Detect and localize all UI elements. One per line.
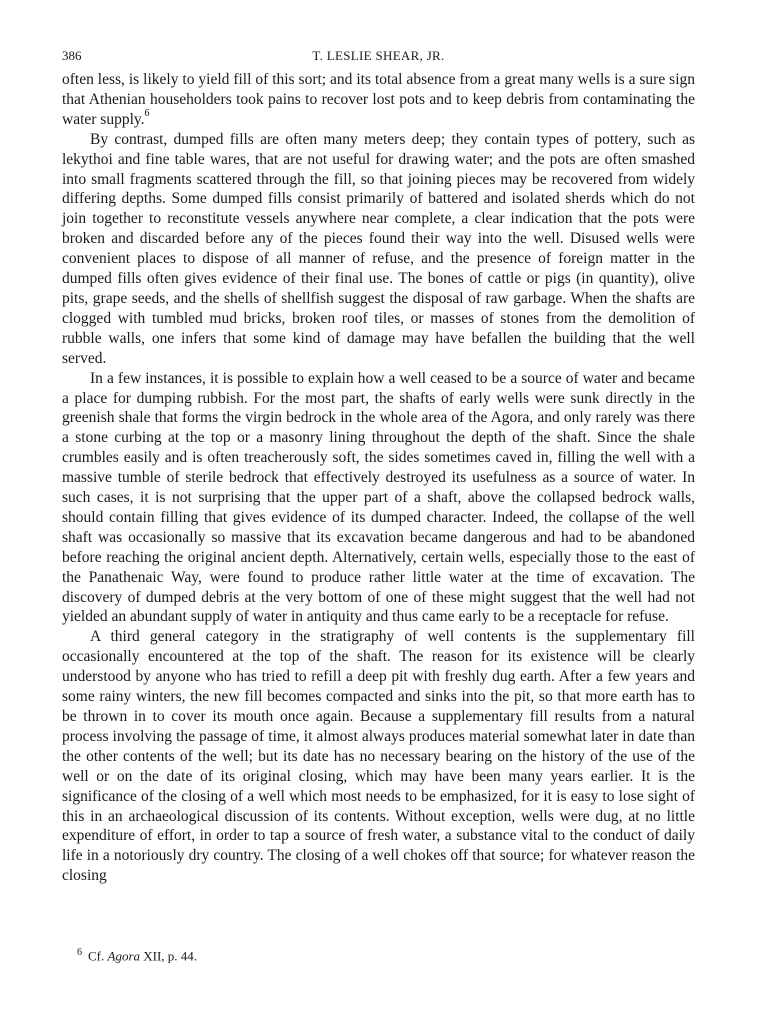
page-number: 386 — [62, 48, 82, 63]
footnote-6 — [62, 947, 695, 964]
footnote-number: 6 — [77, 947, 82, 958]
paragraph-1 — [62, 70, 695, 130]
paragraph-3: In a few instances, it is possible to explain how a well ceased to be a source of water and became a place for dumping rubbish. For the most part, the shafts of early wells were sunk directly in the greenish shale that forms the virgin bedrock in the whole area of the Agora, and only rarely was there a stone curbing at the top or a masonry lining throughout the depth of the shaft. Since the shale crumbles easily and is often treacherously soft, the sides sometimes caved in, filling the well with a massive tumble of sterile bedrock that effectively destroyed its usefulness as a source of water. In such cases, it is not surprising that the upper part of a shaft, above the collapsed bedrock walls, should contain filling that gives evidence of its dumped character. Indeed, the collapse of the well shaft was occasionally so massive that its excavation became dangerous and had to be abandoned before reaching the original ancient depth. Alternatively, certain wells, especially those to the east of the Panathenaic Way, were found to produce rather little water at the time of excavation. The discovery of dumped debris at the very bottom of one of these might suggest that the well had not yielded an abundant supply of water in antiquity and thus came early to be a receptacle for refuse. — [62, 369, 695, 626]
running-head — [62, 48, 695, 70]
footnote-prefix: Cf. — [88, 948, 108, 964]
footnotes — [62, 947, 695, 964]
body-text — [62, 70, 695, 886]
footnote-suffix: XII, p. 44. — [140, 948, 198, 964]
paragraph-2: By contrast, dumped fills are often many meters deep; they contain types of pottery, such as lekythoi and fine table wares, that are not useful for drawing water; and the pots are often smashed into small fragments scattered through the fill, so that joining pieces may be recovered from widely differing depths. Some dumped fills consist primarily of battered and isolated sherds which do not join together to reconstitute vessels anywhere near complete, a clear indication that the pots were broken and discarded before any of the pieces found their way into the well. Disused wells were convenient places to dispose of all manner of refuse, and the presence of foreign matter in the dumped fills often gives evidence of their final use. The bones of cattle or pigs (in quantity), olive pits, grape seeds, and the shells of shellfish suggest the disposal of raw garbage. When the shafts are clogged with tumbled mud bricks, broken roof tiles, or masses of stones from the demolition of rubble walls, one infers that some kind of damage may have befallen the building that the well served. — [62, 130, 695, 367]
page — [62, 48, 695, 886]
running-head-author: T. LESLIE SHEAR, JR. — [312, 48, 445, 63]
footnote-title: Agora — [107, 948, 140, 964]
paragraph-1-text: often less, is likely to yield fill of this sort; and its total absence from a great many wells is a sure sign that Athenian householders took pains to recover lost pots and to keep debris from contaminating the water supply. — [62, 71, 695, 128]
footnote-reference: 6 — [144, 107, 150, 119]
paragraph-4: A third general category in the stratigraphy of well contents is the supplementary fill occasionally encountered at the top of the shaft. The reason for its existence will be clearly understood by anyone who has tried to refill a deep pit with freshly dug earth. After a few years and some rainy winters, the new fill becomes compacted and sinks into the pit, so that more earth has to be thrown in to cover its mouth once again. Because a supplementary fill results from a natural process involving the passage of time, it almost always produces material somewhat later in date than the other contents of the well; but its date has no necessary bearing on the history of the use of the well or on the date of its original closing, which may have been many years earlier. It is the significance of the closing of a well which most needs to be emphasized, for it is easy to lose sight of this in an archaeological discussion of its contents. Without exception, wells were dug, at no little expenditure of effort, in order to tap a source of fresh water, a substance vital to the conduct of daily life in a notoriously dry country. The closing of a well chokes off that source; for whatever reason the closing — [62, 628, 695, 885]
